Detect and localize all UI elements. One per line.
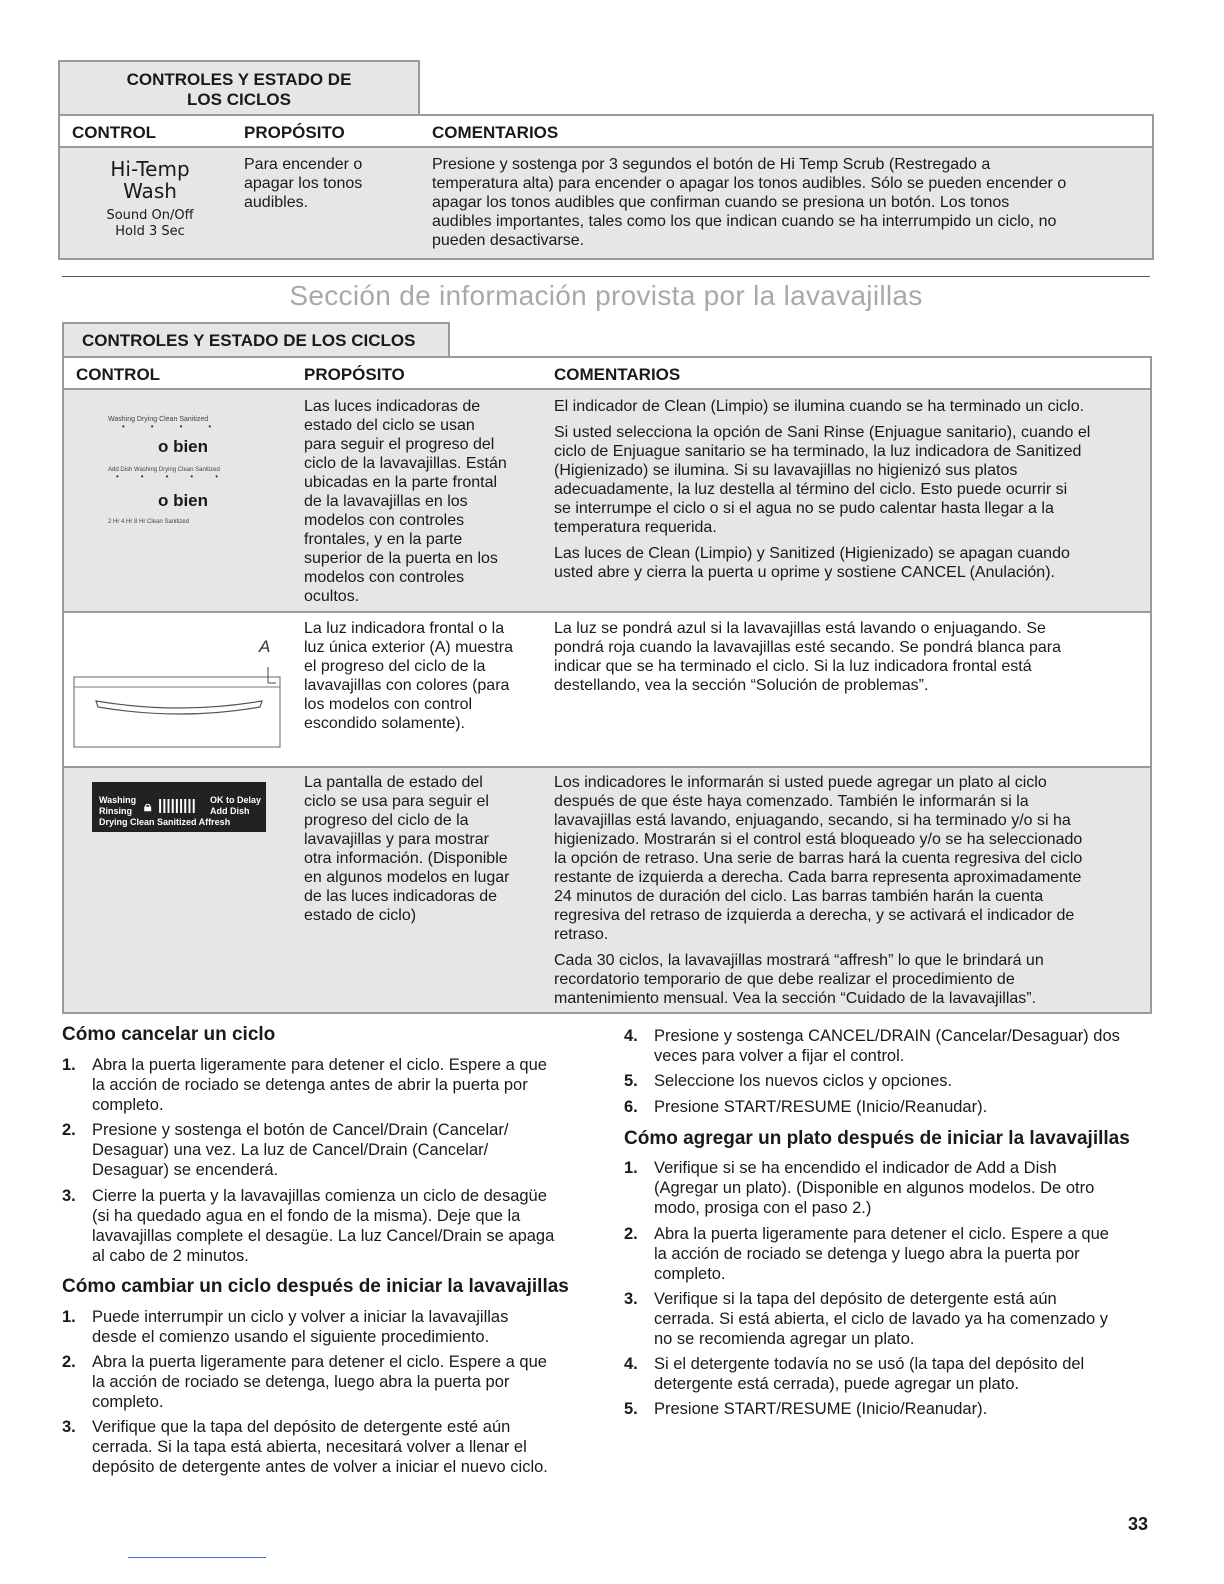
text-line: después de que éste haya comenzado. También le informarán si la <box>554 793 1029 810</box>
indicator-labels-c: 2 Hr 4 Hr 8 Hr Clean Sanitized <box>108 519 190 525</box>
row3-proposito <box>304 773 544 925</box>
text-line: veces para volver a fijar el control. <box>654 1047 905 1065</box>
text-line: modo, prosiga con el paso 2.) <box>654 1199 872 1217</box>
list-item <box>624 1399 1164 1421</box>
text-line: Las luces de Clean (Limpio) y Sanitized (Higienizado) se apagan cuando <box>554 545 1070 562</box>
text-line: usted abre y cierra la puerta u oprime y sostiene CANCEL (Anulación). <box>554 564 1055 581</box>
text-line: lavavajillas con colores (para <box>304 677 510 694</box>
table1-row <box>58 148 1154 260</box>
step-number: 2. <box>62 1353 76 1371</box>
hi-temp-wash-control <box>70 158 230 240</box>
col-comentarios: COMENTARIOS <box>432 123 559 142</box>
list-item <box>62 1120 602 1182</box>
text-line: mantenimiento mensual. Vea la sección “Cuidado de la lavavajillas”. <box>554 990 1037 1007</box>
control-label-1: Hi-Temp <box>110 157 190 181</box>
text-line: de las luces indicadoras de <box>304 888 498 905</box>
text-line: progreso del ciclo de la <box>304 812 469 829</box>
text-line: completo. <box>92 1393 164 1411</box>
page-number: 33 <box>1128 1514 1149 1534</box>
text-line: (si ha quedado agua en el fondo de la misma). Deje que la <box>92 1207 521 1225</box>
heading-agregar: Cómo agregar un plato después de iniciar la lavavajillas <box>624 1128 1130 1149</box>
display-ok-to-delay: OK to Delay <box>210 795 262 805</box>
list-item <box>624 1026 1164 1068</box>
text-line: indicar que se ha terminado el ciclo. Si la luz indicadora frontal está <box>554 658 1032 675</box>
step-number: 3. <box>62 1187 76 1205</box>
table1-proposito <box>244 155 424 212</box>
text-line: modelos con controles <box>304 512 465 529</box>
indicator-lights-illustration <box>108 416 258 525</box>
text-line: 24 minutos de duración del ciclo. Las barras también harán la cuenta <box>554 888 1044 905</box>
table2-row-front-light <box>62 613 1152 766</box>
step-number: 4. <box>624 1027 638 1045</box>
text-line: superior de la puerta en los <box>304 550 498 567</box>
row2-comentarios <box>554 619 1144 695</box>
table1-comentarios <box>432 155 1147 250</box>
table2-row-indicators <box>62 390 1152 612</box>
text-line: el progreso del ciclo de la <box>304 658 486 675</box>
text-line: Presione y sostenga el botón de Cancel/Drain (Cancelar/ <box>92 1121 509 1139</box>
step-number: 2. <box>624 1225 638 1243</box>
text-line: restante de izquierda a derecha. Cada barra representa aproximadamente <box>554 869 1082 886</box>
table2-header: CONTROLES Y ESTADO DE LOS CICLOS <box>62 322 450 356</box>
step-number: 1. <box>624 1159 638 1177</box>
text-line: Presione START/RESUME (Inicio/Reanudar). <box>654 1400 988 1418</box>
indicator-labels-a: Washing Drying Clean Sanitized <box>108 416 209 423</box>
table1-header-line1: CONTROLES Y ESTADO DE <box>126 70 352 89</box>
table1-header <box>58 60 420 114</box>
list-item <box>62 1186 602 1268</box>
list-item <box>62 1417 602 1479</box>
text-line: frontales, y en la parte <box>304 531 463 548</box>
text-line: retraso. <box>554 926 609 943</box>
text-line: cerrada. Si la tapa está abierta, necesitará volver a llenar el <box>92 1438 527 1456</box>
row2-proposito <box>304 619 544 733</box>
list-item <box>624 1224 1164 1286</box>
text-line: ciclo de la lavavajillas. Están <box>304 455 507 472</box>
text-line: Presione y sostenga por 3 segundos el botón de Hi Temp Scrub (Restregado a <box>432 156 991 173</box>
step-number: 5. <box>624 1072 638 1090</box>
indicator-dots-a: •••• <box>122 422 238 431</box>
status-display-illustration <box>92 782 266 832</box>
col-proposito: PROPÓSITO <box>244 123 345 142</box>
col-comentarios: COMENTARIOS <box>554 365 681 384</box>
text-line: ubicadas en la parte frontal <box>304 474 498 491</box>
o-bien-1: o bien <box>157 437 209 456</box>
text-line: la opción de retraso. Una serie de barras hará la cuenta regresiva del ciclo <box>554 850 1083 867</box>
text-line: ciclo de Enjuague sanitario se ha terminado, la luz indicadora de Sanitized <box>554 443 1082 460</box>
indicator-dots-b: ••••• <box>116 472 241 481</box>
dishwasher-front-light-diagram <box>70 637 285 749</box>
text-line: no se recomienda agregar un plato. <box>654 1330 915 1348</box>
text-line: La pantalla de estado del <box>304 774 483 791</box>
footer-link-line <box>128 1557 266 1558</box>
list-item <box>624 1071 1164 1093</box>
step-number: 3. <box>62 1418 76 1436</box>
list-item <box>624 1289 1164 1351</box>
text-line: ocultos. <box>304 588 360 605</box>
list-item <box>624 1158 1164 1220</box>
text-line: (Higienizado) se ilumina. Si su lavavajillas no higienizó sus platos <box>554 462 1018 479</box>
text-line: estado del ciclo se usan <box>304 417 475 434</box>
control-small-1: Sound On/Off <box>106 208 194 223</box>
text-line: ciclo se usa para seguir el <box>304 793 489 810</box>
text-line: Puede interrumpir un ciclo y volver a iniciar la lavavajillas <box>92 1308 509 1326</box>
row1-proposito <box>304 397 544 606</box>
heading-cambiar: Cómo cambiar un ciclo después de iniciar la lavavajillas <box>62 1276 569 1297</box>
text-line: depósito de detergente antes de volver a iniciar el nuevo ciclo. <box>92 1458 548 1476</box>
text-line: Abra la puerta ligeramente para detener el ciclo. Espere a que <box>654 1225 1109 1243</box>
table1-column-headers <box>58 114 1154 148</box>
display-add-dish: Add Dish <box>210 806 250 816</box>
col-proposito: PROPÓSITO <box>304 365 405 384</box>
text-line: modelos con controles <box>304 569 465 586</box>
text-line: Verifique si se ha encendido el indicador de Add a Dish <box>654 1159 1057 1177</box>
step-number: 6. <box>624 1098 638 1116</box>
text-line: de la lavavajillas en los <box>304 493 468 510</box>
o-bien-2: o bien <box>157 491 209 510</box>
display-rinsing: Rinsing <box>99 806 132 816</box>
text-line: detergente está cerrada), puede agregar un plato. <box>654 1375 1020 1393</box>
text-line: higienizado. Mostrarán si el control está bloqueado y/o se ha seleccionado <box>554 831 1083 848</box>
text-line: Cierre la puerta y la lavavajillas comienza un ciclo de desagüe <box>92 1187 547 1205</box>
text-line: Desaguar) se encenderá. <box>92 1161 279 1179</box>
col-control: CONTROL <box>76 365 161 384</box>
text-line: Si el detergente todavía no se usó (la tapa del depósito del <box>654 1355 1085 1373</box>
text-line: recordatorio temporario de que debe realizar el procedimiento de <box>554 971 1015 988</box>
text-line: luz única exterior (A) muestra <box>304 639 513 656</box>
row3-comentarios <box>554 773 1144 1008</box>
text-line: temperatura alta) para encender o apagar los tonos audibles. Sólo se pueden encender o <box>432 175 1067 192</box>
text-line: adecuadamente, la luz destella al término del ciclo. Esto puede ocurrir si <box>554 481 1068 498</box>
text-line: completo. <box>92 1096 164 1114</box>
text-line: en algunos modelos en lugar <box>304 869 510 886</box>
text-line: Presione START/RESUME (Inicio/Reanudar). <box>654 1098 988 1116</box>
text-line: otra información. (Disponible <box>304 850 508 867</box>
table1-header-line2: LOS CICLOS <box>187 90 291 109</box>
step-number: 1. <box>62 1056 76 1074</box>
list-item <box>624 1354 1164 1396</box>
list-item <box>62 1307 602 1349</box>
text-line: Cada 30 ciclos, la lavavajillas mostrará “affresh” lo que le brindará un <box>554 952 1044 969</box>
text-line: desde el comienzo usando el siguiente procedimiento. <box>92 1328 490 1346</box>
section-title: Sección de información provista por la lavavajillas <box>289 280 923 311</box>
text-line: para seguir el progreso del <box>304 436 495 453</box>
label-a: A <box>259 637 271 656</box>
text-line: completo. <box>654 1265 726 1283</box>
list-item <box>624 1097 1164 1119</box>
text-line: pondrá roja cuando la lavavajillas esté secando. Se pondrá blanca para <box>554 639 1062 656</box>
text-line: La luz indicadora frontal o la <box>304 620 505 637</box>
text-line: destellando, vea la sección “Solución de problemas”. <box>554 677 929 694</box>
text-line: la acción de rociado se detenga, luego abra la puerta por <box>92 1373 510 1391</box>
text-line: temperatura requerida. <box>554 519 717 536</box>
step-number: 5. <box>624 1400 638 1418</box>
text-line: la acción de rociado se detenga y luego abra la puerta por <box>654 1245 1080 1263</box>
text-line: (Agregar un plato). (Disponible en algunos modelos. De otro <box>654 1179 1095 1197</box>
table2-row-status-display <box>62 768 1152 1014</box>
text-line: regresiva del retraso de izquierda a derecha, y se activará el indicador de <box>554 907 1075 924</box>
text-line: audibles importantes, tales como los que indican cuando se ha interrumpido un ciclo, no <box>432 213 1057 230</box>
text-line: los modelos con control <box>304 696 473 713</box>
list-item <box>62 1352 602 1414</box>
text-line: Para encender o <box>244 156 363 173</box>
text-line: El indicador de Clean (Limpio) se ilumina cuando se ha terminado un ciclo. <box>554 398 1085 415</box>
step-number: 2. <box>62 1121 76 1139</box>
text-line: se interrumpe el ciclo o si el agua no se pudo calentar hasta llegar a la <box>554 500 1054 517</box>
text-line: escondido solamente). <box>304 715 465 732</box>
text-line: Verifique que la tapa del depósito de detergente esté aún <box>92 1418 511 1436</box>
text-line: estado de ciclo) <box>304 907 417 924</box>
text-line: Si usted selecciona la opción de Sani Rinse (Enjuague sanitario), cuando el <box>554 424 1091 441</box>
text-line: Abra la puerta ligeramente para detener el ciclo. Espere a que <box>92 1056 547 1074</box>
text-line: al cabo de 2 minutos. <box>92 1247 249 1265</box>
text-line: cerrada. Si está abierta, el ciclo de lavado ya ha comenzado y <box>654 1310 1109 1328</box>
progress-bars-icon: ||||||||| <box>158 797 196 814</box>
text-line: Verifique si la tapa del depósito de detergente está aún <box>654 1290 1057 1308</box>
text-line: lavavajillas y para mostrar <box>304 831 489 848</box>
text-line: la acción de rociado se detenga antes de abrir la puerta por <box>92 1076 528 1094</box>
text-line: pueden desactivarse. <box>432 232 585 249</box>
row1-comentarios <box>554 397 1144 582</box>
text-line: Seleccione los nuevos ciclos y opciones. <box>654 1072 953 1090</box>
text-line: Las luces indicadoras de <box>304 398 481 415</box>
step-number: 3. <box>624 1290 638 1308</box>
table2-column-headers <box>62 356 1152 390</box>
col-control: CONTROL <box>72 123 157 142</box>
display-washing: Washing <box>99 795 137 805</box>
text-line: lavavajillas está lavando, enjuagando, secando, si ha terminado y/o si ha <box>554 812 1071 829</box>
text-line: Los indicadores le informarán si usted puede agregar un plato al ciclo <box>554 774 1047 791</box>
text-line: apagar los tonos <box>244 175 363 192</box>
text-line: Desaguar) una vez. La luz de Cancel/Drain (Cancelar/ <box>92 1141 489 1159</box>
text-line: La luz se pondrá azul si la lavavajillas está lavando o enjuagando. Se <box>554 620 1046 637</box>
lock-icon: 🔒︎ <box>144 798 151 814</box>
control-small-2: Hold 3 Sec <box>115 224 185 239</box>
step-number: 1. <box>62 1308 76 1326</box>
text-line: apagar los tonos audibles que confirman cuando se presiona un botón. Los tonos <box>432 194 1010 211</box>
text-line: Abra la puerta ligeramente para detener el ciclo. Espere a que <box>92 1353 547 1371</box>
text-line: lavavajillas complete el desagüe. La luz Cancel/Drain se apaga <box>92 1227 555 1245</box>
text-line: Presione y sostenga CANCEL/DRAIN (Cancelar/Desaguar) dos <box>654 1027 1120 1045</box>
display-bottom-labels: Drying Clean Sanitized Affresh <box>99 817 231 827</box>
text-line: audibles. <box>244 194 309 211</box>
heading-cancelar: Cómo cancelar un ciclo <box>62 1024 276 1045</box>
front-light-illustration <box>70 637 285 749</box>
step-number: 4. <box>624 1355 638 1373</box>
control-label-2: Wash <box>123 179 177 203</box>
list-item <box>62 1055 602 1117</box>
indicator-labels-b: Add Dish Washing Drying Clean Sanitized <box>108 467 220 473</box>
section-divider <box>62 276 1150 277</box>
